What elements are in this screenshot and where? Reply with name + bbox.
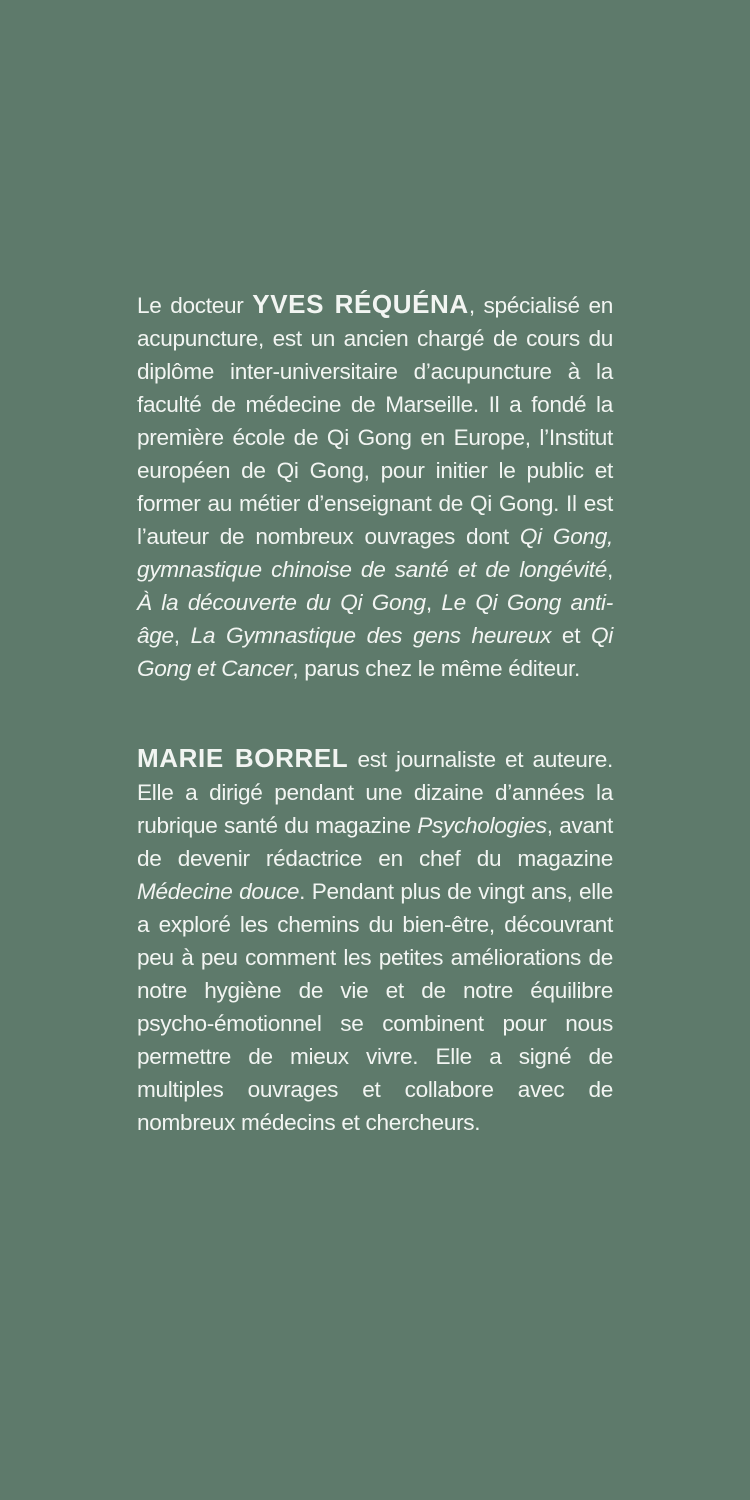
author-bio-yves-requena	[137, 288, 613, 685]
book-title: Le Qi Gong anti-âge	[137, 590, 613, 648]
book-title: Qi Gong, gymnastique chinoise de santé et de longévité	[137, 524, 613, 582]
bio-text: . Pendant plus de vingt ans, elle a exploré les chemins du bien-être, découvrant peu à peu comment les petites améliorations de notre hygiène de vie et de notre équilibre psycho-émotionnel se combinent pour nous permettre de mieux vivre. Elle a signé de multiples ouvrages et collabore avec de nombreux médecins et chercheurs.	[137, 879, 613, 1135]
bio-text: , avant de devenir rédactrice en chef du magazine	[137, 813, 613, 871]
author-bio-marie-borrel	[137, 742, 613, 1139]
bio-text: , spécialisé en acupuncture, est un ancien chargé de cours du diplôme inter-universitaire d’acupuncture à la faculté de médecine de Marseille. Il a fondé la première école de Qi Gong en Europe, l’Institut européen de Qi Gong, pour initier le public et former au métier d’enseignant de Qi Gong. Il est l’auteur de nombreux ouvrages dont	[137, 293, 613, 549]
separator: ,	[425, 590, 442, 615]
author-name-marie-borrel: MARIE BORREL	[137, 743, 349, 773]
bio-text: , parus chez le même éditeur.	[292, 656, 580, 681]
separator: ,	[173, 623, 191, 648]
separator: et	[551, 623, 591, 648]
separator: ,	[607, 557, 613, 582]
magazine-title: Médecine douce	[137, 879, 300, 904]
bio-intro: Le docteur	[137, 293, 253, 318]
author-name-yves-requena: YVES RÉQUÉNA	[252, 289, 469, 319]
magazine-title: Psychologies	[417, 813, 547, 838]
book-title: Qi Gong et Cancer	[137, 623, 613, 681]
bio-text: est journaliste et auteure. Elle a dirigé pendant une dizaine d’années la rubrique santé du magazine	[137, 747, 613, 838]
book-title: La Gymnastique des gens heureux	[190, 623, 552, 648]
book-title: À la découverte du Qi Gong	[137, 590, 426, 615]
author-bios	[137, 288, 613, 1139]
